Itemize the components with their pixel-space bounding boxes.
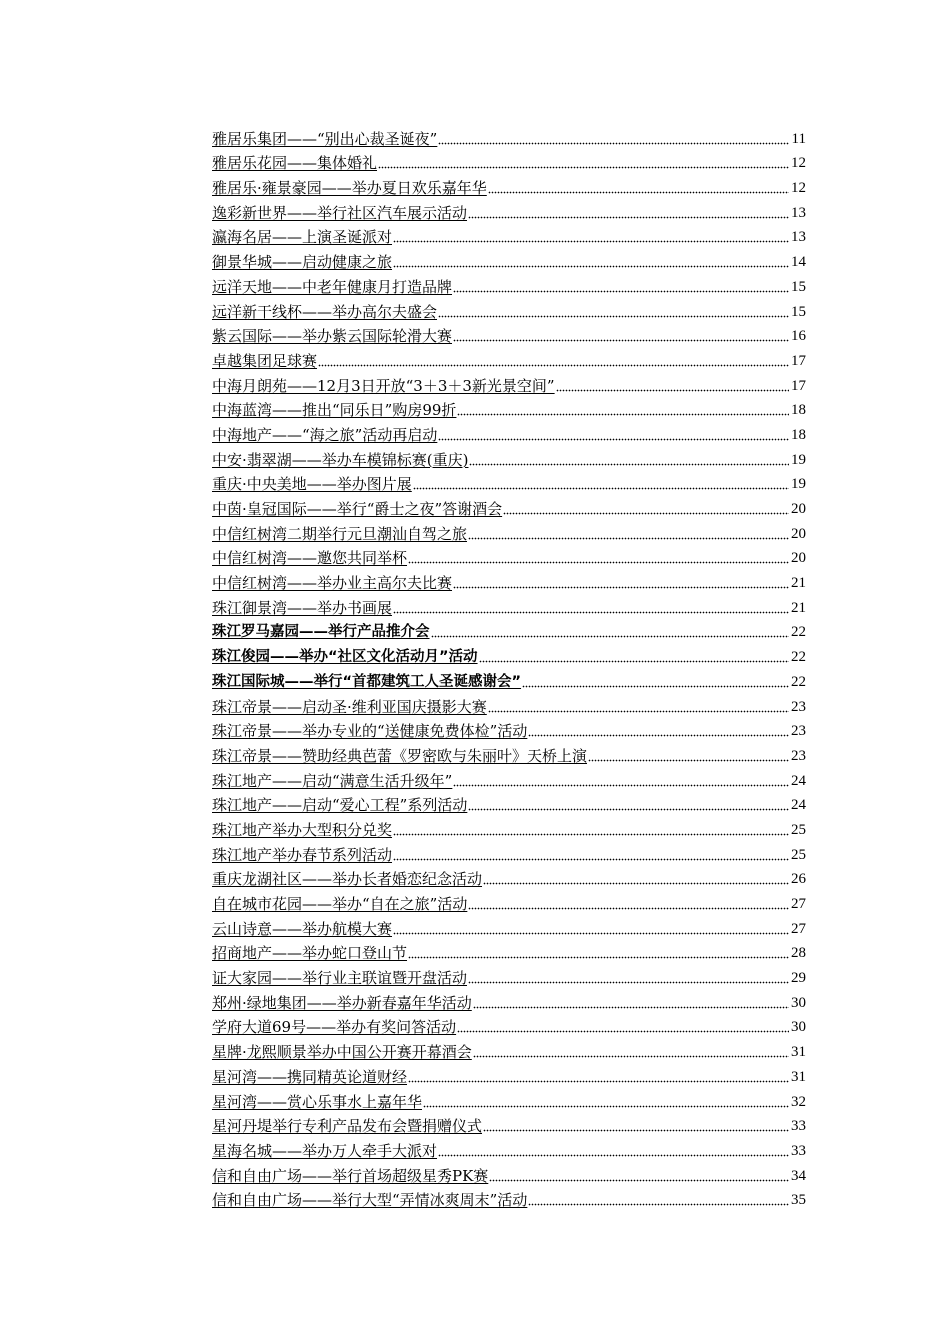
toc-entry-page-number: 32 [791,1093,806,1110]
dot-leader [457,1030,789,1033]
toc-entry[interactable] [212,272,806,297]
toc-entry-page-number: 20 [791,501,806,517]
toc-entry-page-number: 22 [791,624,806,641]
dot-leader [413,487,789,490]
toc-entry-page-number: 15 [791,303,806,320]
dot-leader [483,1129,789,1132]
toc-entry-title[interactable]: 珠江地产——启动“满意生活升级年” [212,771,453,790]
toc-entry-title[interactable]: 远洋天地——中老年健康月打造品牌 [212,277,453,296]
toc-entry-page-number: 28 [791,945,806,962]
dot-leader [457,413,789,416]
toc-entry[interactable] [212,667,806,692]
toc-entry[interactable] [212,963,806,988]
toc-entry[interactable] [212,124,806,149]
toc-entry-page-number: 22 [791,649,806,666]
toc-entry-page-number: 29 [791,970,806,987]
toc-entry-title[interactable]: 珠江地产举办春节系列活动 [212,845,393,864]
toc-entry-title[interactable]: 珠江帝景——启动圣·维利亚国庆摄影大赛 [212,697,487,716]
toc-entry[interactable] [212,815,806,840]
dot-leader [393,240,789,243]
toc-entry[interactable] [212,544,806,569]
toc-entry-title[interactable]: 星河丹堤举行专利产品发布会暨捐赠仪式 [212,1117,483,1136]
toc-entry-title[interactable]: 珠江帝景——举办专业的“送健康免费体检”活动 [212,722,528,741]
dot-leader [479,660,789,663]
dot-leader [393,833,789,836]
dot-leader [393,611,789,614]
toc-entry-title[interactable]: 星河湾——携同精英论道财经 [212,1067,408,1086]
dot-leader [588,759,789,762]
toc-entry[interactable] [212,1136,806,1161]
toc-entry-title[interactable]: 中海地产——“海之旅”活动再启动 [212,425,438,444]
dot-leader [393,265,789,268]
toc-entry-title[interactable]: 星海名城——举办万人牵手大派对 [212,1141,438,1160]
toc-entry[interactable] [212,470,806,495]
dot-leader [483,882,789,885]
toc-entry-title[interactable]: 御景华城——启动健康之旅 [212,253,393,272]
dot-leader [378,166,789,169]
toc-entry-page-number: 21 [791,599,806,616]
toc-entry[interactable] [212,939,806,964]
toc-entry-title[interactable]: 中海月朗苑——12月3日开放“3＋3＋3新光景空间” [212,376,555,395]
toc-entry-title[interactable]: 中信红树湾——举办业主高尔夫比赛 [212,574,453,593]
toc-entry[interactable] [212,914,806,939]
dot-leader [318,364,789,367]
dot-leader [468,808,789,811]
toc-entry-title[interactable]: 信和自由广场——举行首场超级星秀PK赛 [212,1166,489,1185]
dot-leader [393,858,789,861]
dot-leader [503,512,789,515]
dot-leader [408,1080,789,1083]
toc-entry-title[interactable]: 珠江御景湾——举办书画展 [212,598,393,617]
toc-entry[interactable] [212,420,806,445]
toc-entry-page-number: 16 [791,328,806,345]
toc-entry[interactable] [212,840,806,865]
toc-entry-title[interactable]: 重庆·中央美地——举办图片展 [212,475,412,494]
toc-entry[interactable] [212,149,806,174]
toc-entry-title[interactable]: 珠江俊园——举办“社区文化活动月”活动 [212,649,478,666]
toc-entry-page-number: 35 [791,1192,806,1209]
toc-entry[interactable] [212,889,806,914]
toc-entry[interactable] [212,445,806,470]
toc-entry[interactable] [212,692,806,717]
toc-entry-title[interactable]: 珠江地产举办大型积分兑奖 [212,820,393,839]
toc-entry-title[interactable]: 信和自由广场——举行大型“弄情冰爽周末”活动 [212,1191,528,1210]
toc-entry[interactable] [212,988,806,1013]
toc-entry[interactable] [212,1037,806,1062]
dot-leader [468,907,789,910]
dot-leader [438,315,789,318]
dot-leader [528,1203,789,1206]
toc-entry-title[interactable]: 卓越集团足球赛 [212,351,318,370]
dot-leader [393,932,789,935]
dot-leader [528,734,789,737]
toc-entry-page-number: 31 [791,1068,806,1085]
toc-entry[interactable] [212,766,806,791]
toc-entry-title[interactable]: 中安·翡翠湖——举办车模锦标赛(重庆) [212,450,469,469]
toc-entry-page-number: 24 [791,772,806,789]
dot-leader [431,635,790,638]
toc-entry-title[interactable]: 逸彩新世界——举行社区汽车展示活动 [212,203,468,222]
toc-entry[interactable] [212,519,806,544]
toc-entry-title[interactable]: 自在城市花园——举办“自在之旅”活动 [212,895,468,913]
toc-entry[interactable] [212,173,806,198]
dot-leader [438,142,789,145]
toc-entry-page-number: 12 [791,180,806,197]
toc-entry-title[interactable]: 紫云国际——举办紫云国际轮滑大赛 [212,327,453,346]
toc-entry[interactable] [212,297,806,322]
dot-leader [453,784,789,787]
toc-entry-page-number: 27 [791,896,806,912]
toc-entry-page-number: 18 [791,402,806,419]
toc-entry-page-number: 21 [791,575,806,592]
toc-entry-title[interactable]: 瀛海名居——上演圣诞派对 [212,228,393,247]
toc-entry[interactable] [212,568,806,593]
toc-entry[interactable] [212,618,806,643]
toc-entry[interactable] [212,1062,806,1087]
toc-entry-title[interactable]: 雅居乐花园——集体婚礼 [212,154,378,173]
toc-entry[interactable] [212,1186,806,1211]
toc-entry-title[interactable]: 雅居乐·雍景豪园——举办夏日欢乐嘉年华 [212,179,487,198]
toc-entry-title[interactable]: 中信红树湾二期举行元旦潮汕自驾之旅 [212,524,468,543]
dot-leader [408,561,789,564]
dot-leader [408,956,789,959]
dot-leader [522,685,789,688]
toc-entry[interactable] [212,717,806,742]
toc-entry-page-number: 25 [791,846,806,863]
toc-entry-page-number: 11 [791,130,806,147]
toc-entry-page-number: 19 [791,451,806,468]
toc-entry[interactable] [212,371,806,396]
toc-entry[interactable] [212,593,806,618]
toc-entry-page-number: 13 [791,229,806,246]
dot-leader [423,1105,789,1108]
dot-leader [488,710,789,713]
toc-entry[interactable] [212,1112,806,1137]
toc-entry-title[interactable]: 远洋新干线杯——举办高尔夫盛会 [212,302,438,321]
toc-entry-page-number: 23 [791,747,806,764]
toc-entry-page-number: 34 [791,1167,806,1184]
toc-entry-page-number: 20 [791,550,806,567]
toc-entry[interactable] [212,322,806,347]
toc-entry-title[interactable]: 郑州·绿地集团——举办新春嘉年华活动 [212,993,472,1012]
dot-leader [453,290,789,293]
toc-entry[interactable] [212,791,806,816]
toc-entry-page-number: 20 [791,525,806,542]
toc-entry-title[interactable]: 中茵·皇冠国际——举行“爵士之夜”答谢酒会 [212,500,503,518]
dot-leader [438,1154,789,1157]
toc-entry-page-number: 27 [791,920,806,937]
toc-entry-page-number: 12 [791,155,806,172]
toc-entry[interactable] [212,198,806,223]
toc-entry-title[interactable]: 珠江国际城——举行“首都建筑工人圣诞感谢会” [212,673,522,690]
toc-entry-page-number: 30 [791,994,806,1011]
toc-entry-title[interactable]: 云山诗意——举办航模大赛 [212,919,393,938]
dot-leader [489,1179,789,1182]
toc-entry[interactable] [212,642,806,667]
toc-entry[interactable] [212,865,806,890]
toc-entry-page-number: 18 [791,426,806,443]
toc-entry-title[interactable]: 中海蓝湾——推出“同乐日”购房99折 [212,401,457,420]
dot-leader [468,981,789,984]
toc-entry-title[interactable]: 星牌·龙熙顺景举办中国公开赛开幕酒会 [212,1043,472,1062]
dot-leader [438,438,789,441]
toc-entry-title[interactable]: 证大家园——举行业主联谊暨开盘活动 [212,969,468,988]
toc-entry[interactable] [212,1087,806,1112]
toc-entry[interactable] [212,247,806,272]
toc-entry-page-number: 33 [791,1118,806,1135]
toc-entry-title[interactable]: 雅居乐集团——“别出心裁圣诞夜” [212,129,438,148]
toc-entry-page-number: 17 [791,377,806,394]
toc-entry-page-number: 24 [791,797,806,814]
dot-leader [468,537,789,540]
toc-entry-page-number: 23 [791,723,806,740]
dot-leader [453,586,789,589]
table-of-contents [212,124,806,1210]
toc-entry[interactable] [212,1013,806,1038]
dot-leader [469,463,789,466]
toc-entry-page-number: 15 [791,278,806,295]
dot-leader [468,216,789,219]
toc-entry-page-number: 30 [791,1019,806,1036]
toc-entry-page-number: 19 [791,476,806,493]
toc-entry-title[interactable]: 珠江地产——启动“爱心工程”系列活动 [212,796,468,815]
toc-entry[interactable] [212,494,806,519]
toc-entry-page-number: 23 [791,698,806,715]
toc-entry[interactable] [212,346,806,371]
toc-entry-title[interactable]: 珠江罗马嘉园——举行产品推介会 [212,624,430,641]
toc-entry-page-number: 14 [791,254,806,271]
toc-entry-page-number: 26 [791,871,806,888]
toc-entry-title[interactable]: 重庆龙湖社区——举办长者婚恋纪念活动 [212,870,483,889]
toc-entry-page-number: 33 [791,1142,806,1159]
toc-entry-page-number: 22 [791,673,806,690]
toc-entry-title[interactable]: 招商地产——举办蛇口登山节 [212,944,408,963]
toc-entry-page-number: 17 [791,352,806,369]
toc-entry-title[interactable]: 学府大道69号——举办有奖问答活动 [212,1018,457,1037]
toc-entry-title[interactable]: 珠江帝景——赞助经典芭蕾《罗密欧与朱丽叶》天桥上演 [212,746,588,765]
dot-leader [473,1055,789,1058]
toc-entry-title[interactable]: 中信红树湾——邀您共同举杯 [212,549,408,568]
toc-entry-title[interactable]: 星河湾——赏心乐事水上嘉年华 [212,1092,423,1111]
toc-entry-page-number: 31 [791,1044,806,1061]
dot-leader [453,339,789,342]
toc-entry[interactable] [212,1161,806,1186]
dot-leader [556,389,789,392]
toc-entry-page-number: 13 [791,204,806,221]
toc-entry[interactable] [212,741,806,766]
dot-leader [473,1006,789,1009]
toc-entry[interactable] [212,396,806,421]
toc-entry-page-number: 25 [791,821,806,838]
toc-entry[interactable] [212,223,806,248]
dot-leader [488,191,789,194]
